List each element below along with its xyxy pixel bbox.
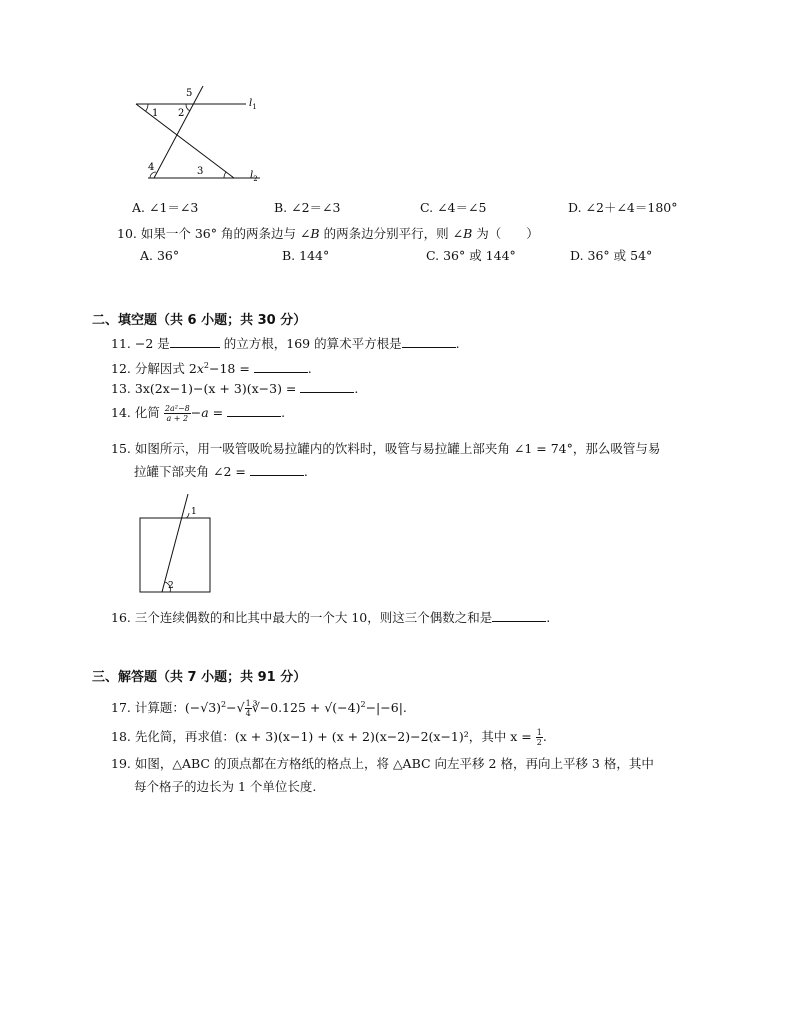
q10-angle2: ∠B [452,226,473,241]
question-18 [111,726,547,748]
q9-option-c: C. ∠4＝∠5 [420,200,487,215]
angle-arc-3 [224,172,226,178]
q14-blank [227,404,281,417]
q17-label: 计算题： [134,700,185,716]
q9-option-a: A. ∠1＝∠3 [132,200,199,215]
q11-text-a: −2 是 [134,336,170,351]
q13-end: . [354,381,359,396]
q12-end: . [307,361,312,377]
question-19-line-2 [134,778,316,796]
q17-exp1: 2 [221,700,227,709]
q15-number: 15. [111,441,131,456]
q10-text-c: 为（ ） [476,226,539,241]
angle-arc-2 [186,104,190,111]
angle-label-4: 4 [148,162,155,173]
q11-end: . [455,336,460,351]
q12-text-a: 分解因式 2 [134,361,197,377]
q15-text-line1: 如图所示，用一吸管吸吮易拉罐内的饮料时，吸管与易拉罐上部夹角 ∠1 = 74°，那么吸管与易 [134,441,661,456]
q15-blank [250,463,304,476]
q10-option-a: A. 36° [140,248,180,263]
q14-number: 14. [111,405,131,420]
q19-number: 19. [111,756,131,771]
question-11 [111,335,460,353]
q13-number: 13. [111,381,131,396]
q9-option-d: D. ∠2＋∠4＝180° [568,200,678,215]
angle-label-2: 2 [178,108,185,119]
section-2-heading: 二、填空题（共 6 小题；共 30 分） [92,313,307,328]
q11-blank-1 [170,335,220,348]
section-3-heading: 三、解答题（共 7 小题；共 91 分） [92,670,307,685]
question-19-line-1 [111,755,654,773]
q19-text-line2: 每个格子的边长为 1 个单位长度. [134,779,317,794]
question-13 [111,380,358,398]
q14-end: . [281,405,286,420]
q10-angle: ∠B [299,226,320,241]
q17-number: 17. [111,700,131,716]
q18-number: 18. [111,729,131,744]
q18-text: 先化简，再求值：(x + 3)(x−1) + (x + 2)(x−2)−2(x−1)²，其中 x = [134,729,532,744]
line-label-l1: $l_1$ [249,98,257,111]
q10-option-c: C. 36° 或 144° [426,248,516,263]
angle-label-1: 1 [191,507,197,517]
angle-label-5: 5 [186,88,193,99]
q12-blank [254,360,308,373]
q11-text-b: 的立方根，169 的算术平方根是 [223,336,402,351]
can-straw-figure [136,492,216,596]
q9-option-b: B. ∠2＝∠3 [274,200,341,215]
q10-option-d: D. 36° 或 54° [570,248,653,263]
q16-blank [492,609,546,622]
question-14 [111,402,285,424]
q19-text-line1: 如图，△ABC 的顶点都在方格纸的格点上，将 △ABC 向左平移 2 格，再向上平移 3 格，其中 [134,756,654,771]
q11-blank-2 [402,335,456,348]
q16-end: . [546,610,551,625]
q11-number: 11. [111,336,131,351]
angle-label-2: 2 [168,581,174,591]
q12-var: x [196,361,204,377]
q17-fraction: $\frac{1}{4}$ [245,699,251,719]
q16-number: 16. [111,610,131,625]
q18-fraction: $\frac{1}{2}$ [536,728,542,747]
q18-end: . [542,729,547,744]
question-15-line-1 [111,440,660,458]
q17-part1: (−√3) [184,700,222,716]
can-rectangle [140,518,210,592]
question-15-line-2 [134,463,308,481]
q17-part3: ∛−0.125 + √(−4) [251,700,361,716]
angle-arc-top [186,513,189,518]
parallel-lines-figure [128,84,268,184]
question-12 [111,357,312,378]
q14-text-a: 化简 [134,405,160,420]
q10-text-a: 10. 如果一个 36° 角的两条边与 [117,226,296,241]
q13-expression: 3x(2x−1)−(x + 3)(x−3) = [134,381,297,396]
question-16 [111,609,550,627]
angle-label-1: 1 [152,108,159,119]
q15-end: . [303,464,308,479]
q14-fraction: $\frac{\text{2a²−8}}{a + 2}$ [164,404,190,423]
q17-exp2: 2 [360,700,366,709]
question-10 [117,225,539,243]
question-17 [111,694,407,719]
q12-number: 12. [111,361,131,377]
straw-line [162,494,188,592]
q16-text: 三个连续偶数的和比其中最大的一个大 10，则这三个偶数之和是 [134,610,493,625]
q10-text-b: 的两条边分别平行，则 [323,226,449,241]
transversal-2 [154,86,203,178]
angle-label-3: 3 [197,166,204,177]
q17-part2: −√ [226,700,245,716]
q12-sup: 2 [203,361,209,370]
q10-option-b: B. 144° [282,248,330,263]
angle-arc-1 [146,104,148,111]
line-label-l2: $l_2$ [250,170,258,183]
q17-part4: −|−6|. [365,700,407,716]
q13-blank [300,380,354,393]
q15-text-line2: 拉罐下部夹角 ∠2 = [134,464,246,479]
q12-text-b: −18 = [208,361,250,377]
q14-text-b: −a = [190,405,224,420]
